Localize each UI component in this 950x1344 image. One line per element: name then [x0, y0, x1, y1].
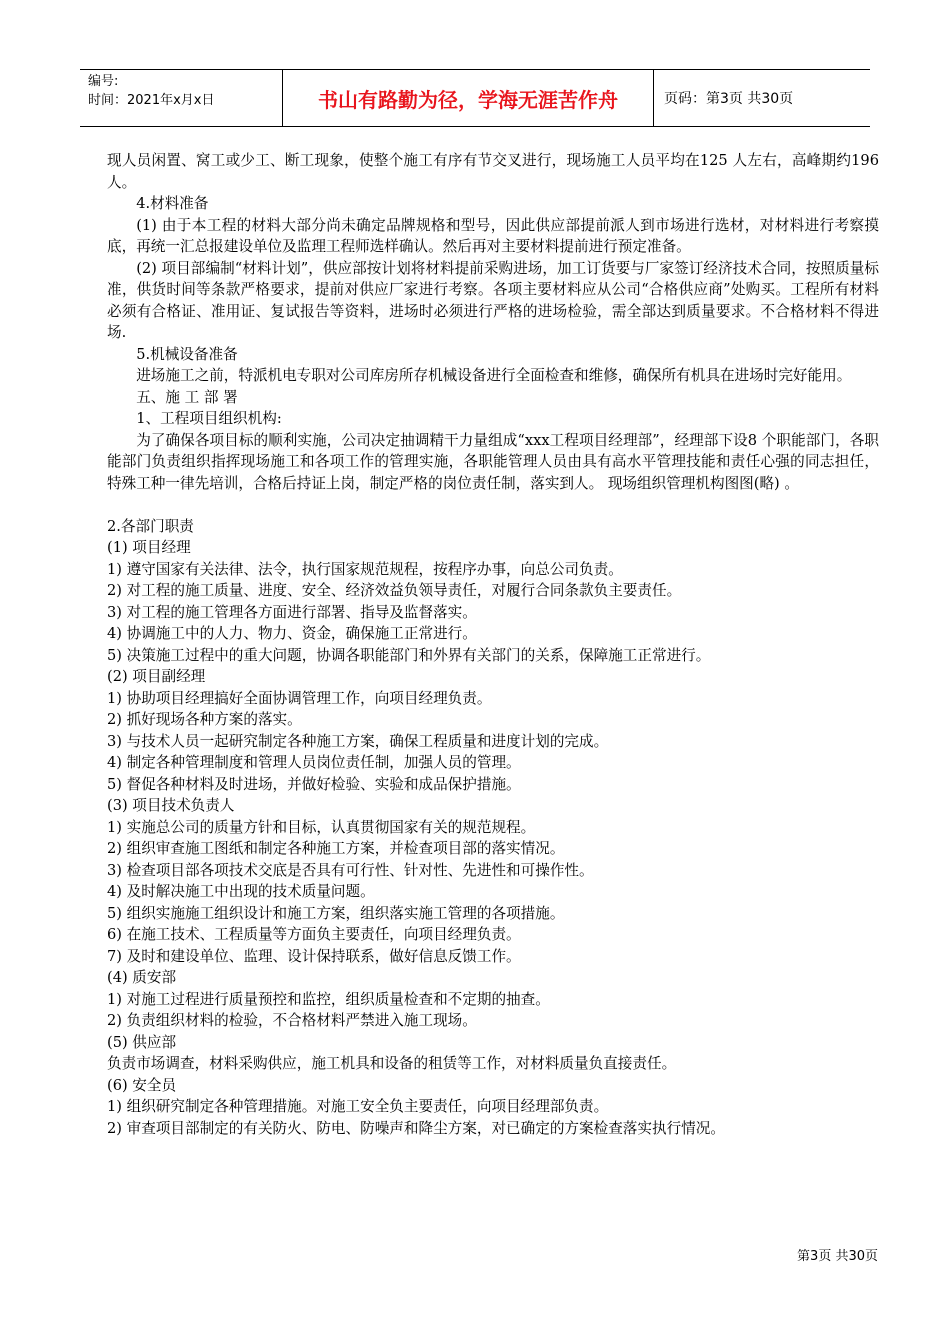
paragraph: 4) 制定各种管理制度和管理人员岗位责任制，加强人员的管理。	[107, 754, 521, 771]
paragraph: 2.各部门职责	[107, 517, 194, 535]
paragraph: (6) 安全员	[107, 1076, 177, 1094]
paragraph: 4.材料准备	[136, 195, 209, 212]
paragraph: 1) 遵守国家有关法律、法令，执行国家规范规程，按程序办事，向总公司负责。	[107, 560, 623, 578]
paragraph: (2) 项目副经理	[107, 668, 206, 685]
paragraph: 4) 及时解决施工中出现的技术质量问题。	[107, 883, 375, 900]
paragraph: 1) 实施总公司的质量方针和目标，认真贯彻国家有关的规范规程。	[107, 818, 536, 836]
paragraph: 五、施 工 部 署	[136, 388, 238, 406]
paragraph: (1) 由于本工程的材料大部分尚未确定品牌规格和型号，因此供应部提前派人到市场进行选材，对材料进行考察摸底，再统一汇总报建设单位及监理工程师选样确认。然后再对主要材料提前进行预定准备。	[107, 216, 879, 255]
paragraph: (3) 项目技术负责人	[107, 797, 235, 814]
paragraph: (4) 质安部	[107, 969, 177, 986]
header-number-label: 编号:	[88, 74, 119, 89]
paragraph: 5) 决策施工过程中的重大问题，协调各职能部门和外界有关部门的关系，保障施工正常进行。	[107, 646, 711, 664]
header-page-cell	[654, 70, 870, 126]
header-motto-cell	[282, 70, 654, 126]
paragraph: 2) 审查项目部制定的有关防火、防电、防噪声和降尘方案，对已确定的方案检查落实执行情况。	[107, 1119, 725, 1137]
blank-line	[107, 494, 879, 516]
header-meta	[80, 70, 282, 126]
paragraph: 3) 与技术人员一起研究制定各种施工方案，确保工程质量和进度计划的完成。	[107, 732, 609, 750]
paragraph: 5) 督促各种材料及时进场，并做好检验、实验和成品保护措施。	[107, 775, 521, 793]
paragraph: 2) 对工程的施工质量、进度、安全、经济效益负领导责任，对履行合同条款负主要责任。	[107, 582, 682, 599]
paragraph: 1、工程项目组织机构:	[136, 410, 282, 427]
paragraph: 3) 对工程的施工管理各方面进行部署、指导及监督落实。	[107, 603, 477, 621]
paragraph: 为了确保各项目标的顺利实施，公司决定抽调精干力量组成“xxx工程项目经理部”，经理部下设8 个职能部门，各职能部门负责组织指挥现场施工和各项工作的管理实施，各职能管理人员由具有高水平管理技能和责任心强的同志担任，特殊工种一律先培训，合格后持证上岗，制定严格的岗位责任制，落实到人。 现场组织管理机构图图(略) 。	[107, 431, 879, 492]
page-footer: 第3页 共30页	[797, 1249, 878, 1264]
paragraph: 进场施工之前，特派机电专职对公司库房所存机械设备进行全面检查和维修，确保所有机具在进场时完好能用。	[136, 367, 852, 384]
paragraph: (2) 项目部编制“材料计划”，供应部按计划将材料提前采购进场，加工订货要与厂家签订经济技术合同，按照质量标准，供货时间等条款严格要求，提前对供应厂家进行考察。各项主要材料应从公司“合格供应商”处购买。工程所有材料必须有合格证、准用证、复试报告等资料，进场时必须进行严格的进场检验，需全部达到质量要求。不合格材料不得进场.	[107, 259, 879, 341]
paragraph: 2) 抓好现场各种方案的落实。	[107, 711, 302, 728]
paragraph: 3) 检查项目部各项技术交底是否具有可行性、针对性、先进性和可操作性。	[107, 861, 594, 879]
paragraph: 1) 对施工过程进行质量预控和监控，组织质量检查和不定期的抽查。	[107, 990, 550, 1008]
header-time-label: 时间：2021年x月x日	[88, 93, 215, 108]
paragraph: (5) 供应部	[107, 1033, 177, 1051]
header-page-label: 页码：第3页 共30页	[664, 91, 794, 107]
paragraph: 现人员闲置、窝工或少工、断工现象，使整个施工有序有节交叉进行，现场施工人员平均在125 人左右，高峰期约196 人。	[107, 152, 879, 191]
document-body	[107, 150, 879, 1139]
paragraph: 5.机械设备准备	[136, 345, 238, 363]
paragraph: 1) 组织研究制定各种管理措施。对施工安全负主要责任，向项目经理部负责。	[107, 1098, 609, 1115]
paragraph: 负责市场调查，材料采购供应，施工机具和设备的租赁等工作，对材料质量负直接责任。	[107, 1055, 677, 1072]
page-header	[80, 69, 870, 127]
paragraph: 7) 及时和建设单位、监理、设计保持联系，做好信息反馈工作。	[107, 947, 521, 965]
header-motto: 书山有路勤为径，学海无涯苦作舟	[318, 87, 618, 112]
paragraph: 4) 协调施工中的人力、物力、资金，确保施工正常进行。	[107, 625, 477, 642]
paragraph: 2) 组织审查施工图纸和制定各种施工方案，并检查项目部的落实情况。	[107, 840, 565, 857]
paragraph: (1) 项目经理	[107, 539, 191, 556]
paragraph: 2) 负责组织材料的检验，不合格材料严禁进入施工现场。	[107, 1012, 477, 1029]
paragraph: 5) 组织实施施工组织设计和施工方案，组织落实施工管理的各项措施。	[107, 904, 565, 922]
paragraph: 6) 在施工技术、工程质量等方面负主要责任，向项目经理负责。	[107, 926, 521, 943]
paragraph: 1) 协助项目经理搞好全面协调管理工作，向项目经理负责。	[107, 689, 492, 707]
